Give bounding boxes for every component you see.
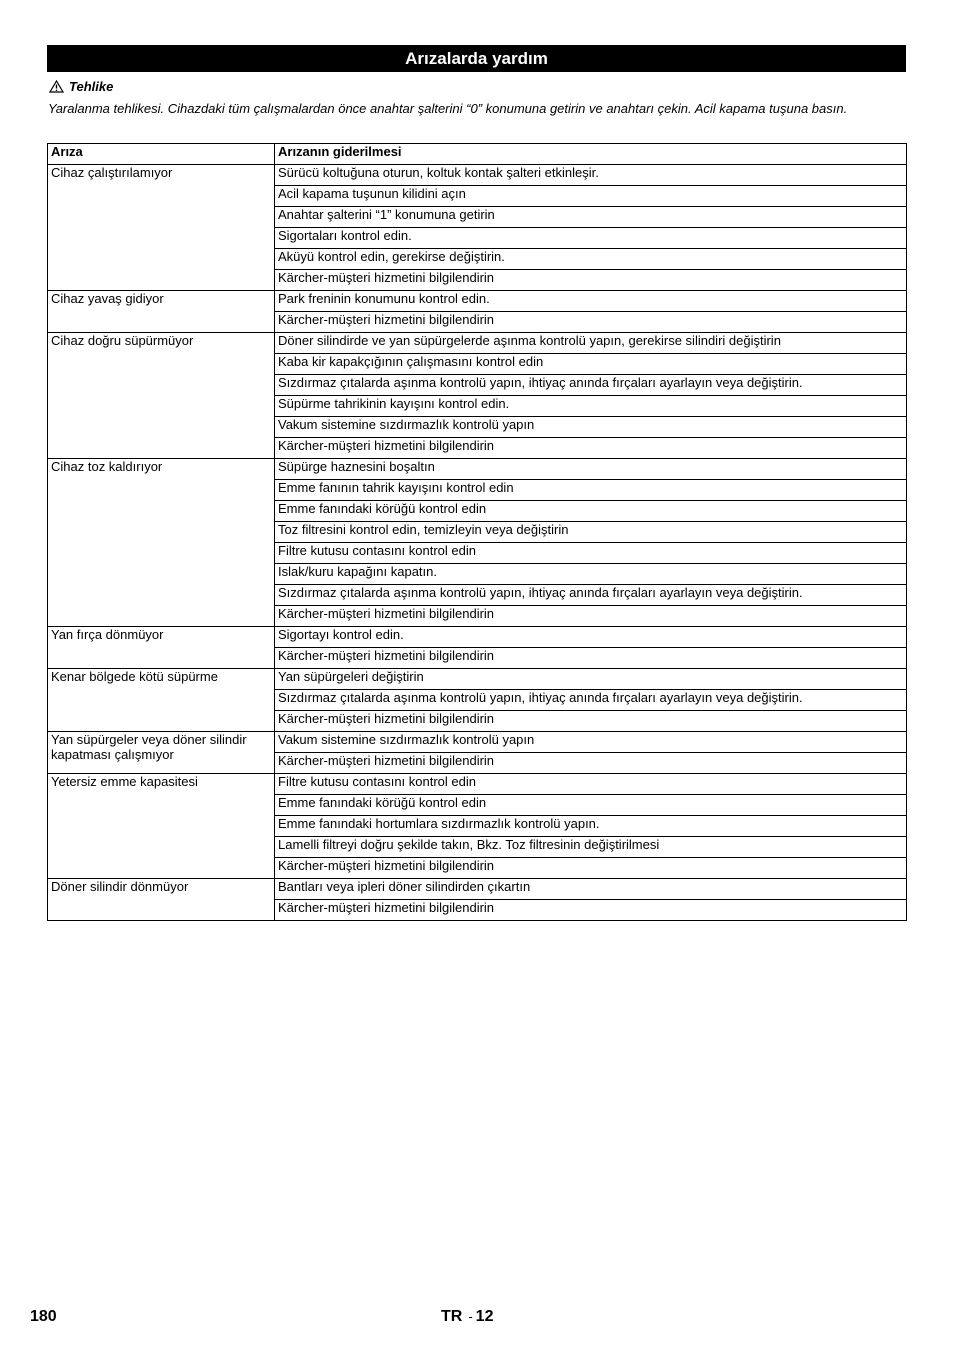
table-row [48,333,907,354]
remedy-cell: Kärcher-müşteri hizmetini bilgilendirin [275,858,907,879]
fault-cell: Yan süpürgeler veya döner silindir kapatması çalışmıyor [48,732,275,774]
section-page-number: 12 [475,1308,494,1325]
remedy-cell: Kärcher-müşteri hizmetini bilgilendirin [275,648,907,669]
remedy-cell: Sigortayı kontrol edin. [275,627,907,648]
remedy-cell: Vakum sistemine sızdırmazlık kontrolü yapın [275,732,907,753]
table-row [48,669,907,690]
table-row [48,879,907,900]
remedy-cell: Islak/kuru kapağını kapatın. [275,564,907,585]
remedy-cell: Kärcher-müşteri hizmetini bilgilendirin [275,606,907,627]
remedy-cell: Yan süpürgeleri değiştirin [275,669,907,690]
section-page-label [441,1308,493,1326]
remedy-cell: Aküyü kontrol edin, gerekirse değiştirin. [275,249,907,270]
fault-cell: Yan fırça dönmüyor [48,627,275,669]
page-dash: - [468,1309,473,1324]
fault-cell: Yetersiz emme kapasitesi [48,774,275,879]
warning-text: Yaralanma tehlikesi. Cihazdaki tüm çalışmalardan önce anahtar şalterini “0” konumuna getirin ve anahtarı çekin. Acil kapama tuşuna basın. [48,101,848,116]
remedy-cell: Bantları veya ipleri döner silindirden çıkartın [275,879,907,900]
table-header-row [48,144,907,165]
remedy-cell: Sızdırmaz çıtalarda aşınma kontrolü yapın, ihtiyaç anında fırçaları ayarlayın veya değiştirin. [275,585,907,606]
remedy-cell: Vakum sistemine sızdırmazlık kontrolü yapın [275,417,907,438]
remedy-cell: Kärcher-müşteri hizmetini bilgilendirin [275,438,907,459]
remedy-cell: Emme fanının tahrik kayışını kontrol edin [275,480,907,501]
table-row [48,291,907,312]
language-code: TR [441,1308,463,1325]
remedy-cell: Filtre kutusu contasını kontrol edin [275,774,907,795]
remedy-cell: Sızdırmaz çıtalarda aşınma kontrolü yapın, ihtiyaç anında fırçaları ayarlayın veya değiştirin. [275,375,907,396]
remedy-cell: Kärcher-müşteri hizmetini bilgilendirin [275,711,907,732]
remedy-cell: Lamelli filtreyi doğru şekilde takın, Bkz. Toz filtresinin değiştirilmesi [275,837,907,858]
remedy-cell: Süpürge haznesini boşaltın [275,459,907,480]
table-row [48,627,907,648]
remedy-cell: Emme fanındaki hortumlara sızdırmazlık kontrolü yapın. [275,816,907,837]
fault-cell: Cihaz çalıştırılamıyor [48,165,275,291]
table-row [48,165,907,186]
header-fault: Arıza [48,144,275,165]
page-number: 180 [30,1308,57,1325]
remedy-cell: Filtre kutusu contasını kontrol edin [275,543,907,564]
table-row [48,732,907,753]
fault-cell: Cihaz doğru süpürmüyor [48,333,275,459]
fault-cell: Cihaz yavaş gidiyor [48,291,275,333]
remedy-cell: Kärcher-müşteri hizmetini bilgilendirin [275,312,907,333]
fault-cell: Kenar bölgede kötü süpürme [48,669,275,732]
warning-triangle-icon [49,80,64,93]
remedy-cell: Acil kapama tuşunun kilidini açın [275,186,907,207]
table-row [48,459,907,480]
remedy-cell: Sürücü koltuğuna oturun, koltuk kontak şalteri etkinleşir. [275,165,907,186]
fault-cell: Döner silindir dönmüyor [48,879,275,921]
remedy-cell: Döner silindirde ve yan süpürgelerde aşınma kontrolü yapın, gerekirse silindiri değiştirin [275,333,907,354]
remedy-cell: Park freninin konumunu kontrol edin. [275,291,907,312]
section-title: Arızalarda yardım [47,45,906,72]
remedy-cell: Anahtar şalterini “1” konumuna getirin [275,207,907,228]
remedy-cell: Süpürme tahrikinin kayışını kontrol edin. [275,396,907,417]
remedy-cell: Kärcher-müşteri hizmetini bilgilendirin [275,900,907,921]
warning-label: Tehlike [69,79,114,94]
header-remedy: Arızanın giderilmesi [275,144,907,165]
fault-cell: Cihaz toz kaldırıyor [48,459,275,627]
remedy-cell: Kärcher-müşteri hizmetini bilgilendirin [275,270,907,291]
remedy-cell: Sızdırmaz çıtalarda aşınma kontrolü yapın, ihtiyaç anında fırçaları ayarlayın veya değiştirin. [275,690,907,711]
fault-table [47,143,907,921]
remedy-cell: Kaba kir kapakçığının çalışmasını kontrol edin [275,354,907,375]
warning-heading [49,79,113,94]
remedy-cell: Kärcher-müşteri hizmetini bilgilendirin [275,753,907,774]
remedy-cell: Toz filtresini kontrol edin, temizleyin veya değiştirin [275,522,907,543]
remedy-cell: Sigortaları kontrol edin. [275,228,907,249]
remedy-cell: Emme fanındaki körüğü kontrol edin [275,501,907,522]
remedy-cell: Emme fanındaki körüğü kontrol edin [275,795,907,816]
table-row [48,774,907,795]
